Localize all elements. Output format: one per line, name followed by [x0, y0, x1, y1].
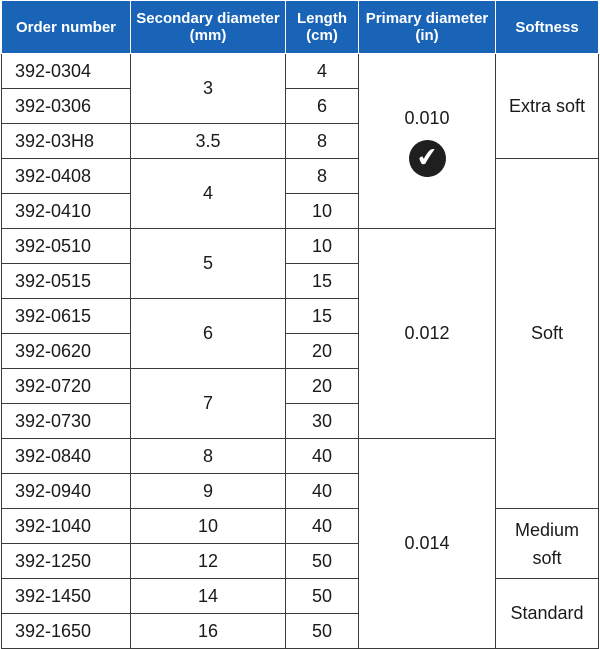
checkmark-circle-icon: ✔ — [407, 138, 448, 179]
secondary-diameter-cell: 10 — [131, 509, 286, 544]
secondary-diameter-cell: 6 — [131, 299, 286, 369]
table-row — [2, 54, 599, 89]
table-row — [2, 579, 599, 614]
primary-diameter-cell: 0.012 — [359, 229, 496, 439]
secondary-diameter-cell: 14 — [131, 579, 286, 614]
order-number-cell: 392-1250 — [2, 544, 131, 579]
primary-diameter-cell — [359, 54, 496, 229]
header-order-number: Order number — [2, 1, 131, 54]
header-primary-diameter: Primary diameter (in) — [359, 1, 496, 54]
primary-diameter-value: 0.010 — [404, 108, 450, 128]
secondary-diameter-cell: 16 — [131, 614, 286, 649]
length-cell: 8 — [286, 124, 359, 159]
order-number-cell: 392-0730 — [2, 404, 131, 439]
length-cell: 8 — [286, 159, 359, 194]
order-number-cell: 392-1650 — [2, 614, 131, 649]
order-number-cell: 392-0840 — [2, 439, 131, 474]
order-number-cell: 392-0720 — [2, 369, 131, 404]
secondary-diameter-cell: 7 — [131, 369, 286, 439]
length-cell: 50 — [286, 579, 359, 614]
length-cell: 40 — [286, 509, 359, 544]
secondary-diameter-cell: 8 — [131, 439, 286, 474]
length-cell: 50 — [286, 544, 359, 579]
secondary-diameter-cell: 3.5 — [131, 124, 286, 159]
softness-cell: Standard — [496, 579, 599, 649]
length-cell: 40 — [286, 439, 359, 474]
length-cell: 10 — [286, 194, 359, 229]
order-number-cell: 392-0304 — [2, 54, 131, 89]
product-table — [1, 0, 599, 649]
order-number-cell: 392-0408 — [2, 159, 131, 194]
length-cell: 40 — [286, 474, 359, 509]
secondary-diameter-cell: 5 — [131, 229, 286, 299]
header-length: Length (cm) — [286, 1, 359, 54]
softness-cell: Soft — [496, 159, 599, 509]
secondary-diameter-cell: 12 — [131, 544, 286, 579]
table-row — [2, 159, 599, 194]
length-cell: 20 — [286, 369, 359, 404]
primary-diameter-cell: 0.014 — [359, 439, 496, 649]
length-cell: 50 — [286, 614, 359, 649]
secondary-diameter-cell: 3 — [131, 54, 286, 124]
order-number-cell: 392-0410 — [2, 194, 131, 229]
length-cell: 10 — [286, 229, 359, 264]
length-cell: 15 — [286, 264, 359, 299]
header-secondary-diameter: Secondary diameter (mm) — [131, 1, 286, 54]
length-cell: 4 — [286, 54, 359, 89]
softness-cell: Medium soft — [496, 509, 599, 579]
secondary-diameter-cell: 9 — [131, 474, 286, 509]
order-number-cell: 392-1040 — [2, 509, 131, 544]
order-number-cell: 392-0515 — [2, 264, 131, 299]
order-number-cell: 392-0306 — [2, 89, 131, 124]
length-cell: 20 — [286, 334, 359, 369]
order-number-cell: 392-0940 — [2, 474, 131, 509]
header-softness: Softness — [496, 1, 599, 54]
order-number-cell: 392-0510 — [2, 229, 131, 264]
order-number-cell: 392-0620 — [2, 334, 131, 369]
order-number-cell: 392-1450 — [2, 579, 131, 614]
order-number-cell: 392-0615 — [2, 299, 131, 334]
length-cell: 6 — [286, 89, 359, 124]
softness-cell: Extra soft — [496, 54, 599, 159]
table-row — [2, 509, 599, 544]
length-cell: 15 — [286, 299, 359, 334]
header-row — [2, 1, 599, 54]
length-cell: 30 — [286, 404, 359, 439]
secondary-diameter-cell: 4 — [131, 159, 286, 229]
order-number-cell: 392-03H8 — [2, 124, 131, 159]
